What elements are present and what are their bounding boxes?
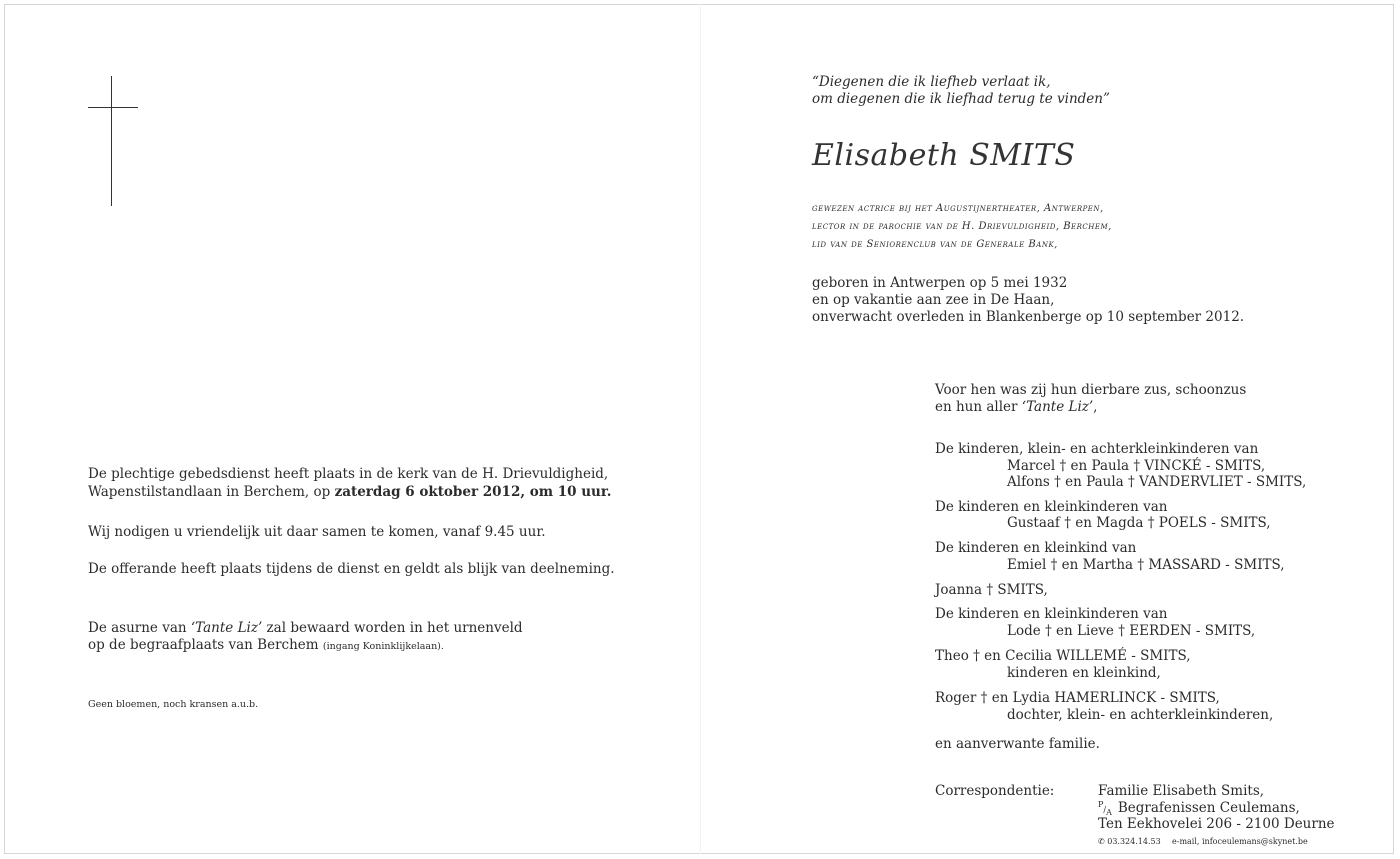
flowers-note: Geen bloemen, noch kransen a.u.b. bbox=[88, 699, 259, 710]
correspondence-line-1: Familie Elisabeth Smits, bbox=[1098, 783, 1265, 799]
intro-line-2: en hun aller ‘Tante Liz’, bbox=[935, 399, 1098, 415]
title-line-3: lid van de Seniorenclub van de Generale Bank, bbox=[812, 239, 1058, 250]
family-group-2-line-1: Gustaaf † en Magda † POELS - SMITS, bbox=[1007, 515, 1271, 531]
title-line-2: lector in de parochie van de H. Drievuldigheid, Berchem, bbox=[812, 221, 1112, 232]
email-address: e-mail, infoceulemans@skynet.be bbox=[1172, 837, 1308, 846]
service-line-1: De plechtige gebedsdienst heeft plaats in de kerk van de H. Drievuldigheid, bbox=[88, 466, 609, 482]
family-closing: en aanverwante familie. bbox=[935, 736, 1100, 752]
family-group-2-heading: De kinderen en kleinkinderen van bbox=[935, 499, 1168, 515]
family-group-4-heading: Joanna † SMITS, bbox=[935, 582, 1048, 598]
quote-line-1: “Diegenen die ik liefheb verlaat ik, bbox=[812, 74, 1051, 90]
life-line-1: geboren in Antwerpen op 5 mei 1932 bbox=[812, 275, 1068, 291]
family-group-3-line-1: Emiel † en Martha † MASSARD - SMITS, bbox=[1007, 557, 1285, 573]
intro-line-1: Voor hen was zij hun dierbare zus, schoonzus bbox=[935, 382, 1247, 398]
card-sheet bbox=[4, 4, 1394, 854]
family-group-5-line-1: Lode † en Lieve † EERDEN - SMITS, bbox=[1007, 623, 1256, 639]
correspondence-line-2: $^P/_A$ Begrafenissen Ceulemans, bbox=[1098, 800, 1300, 817]
family-group-1-line-1: Marcel † en Paula † VINCKÉ - SMITS, bbox=[1007, 458, 1266, 474]
life-line-3: onverwacht overleden in Blankenberge op 10 september 2012. bbox=[812, 309, 1245, 325]
service-offering: De offerande heeft plaats tijdens de dienst en geldt als blijk van deelneming. bbox=[88, 561, 615, 577]
service-line-2: Wapenstilstandlaan in Berchem, op zaterdag 6 oktober 2012, om 10 uur. bbox=[88, 484, 612, 500]
family-group-1-heading: De kinderen, klein- en achterkleinkinderen van bbox=[935, 441, 1259, 457]
phone-number: ✆ 03.324.14.53 bbox=[1098, 837, 1161, 846]
title-line-1: gewezen actrice bij het Augustijnertheater, Antwerpen, bbox=[812, 203, 1104, 214]
family-group-1-line-2: Alfons † en Paula † VANDERVLIET - SMITS, bbox=[1007, 474, 1307, 490]
life-line-2: en op vakantie aan zee in De Haan, bbox=[812, 292, 1055, 308]
quote-line-2: om diegenen die ik liefhad terug te vinden” bbox=[812, 91, 1110, 107]
family-group-7-heading: Roger † en Lydia HAMERLINCK - SMITS, bbox=[935, 690, 1220, 706]
correspondence-label: Correspondentie: bbox=[935, 783, 1055, 799]
urn-line-1: De asurne van ‘Tante Liz’ zal bewaard worden in het urnenveld bbox=[88, 620, 523, 636]
deceased-name: Elisabeth SMITS bbox=[812, 138, 1076, 173]
service-invite: Wij nodigen u vriendelijk uit daar samen te komen, vanaf 9.45 uur. bbox=[88, 524, 546, 540]
card-fold-line bbox=[700, 4, 701, 854]
correspondence-line-3: Ten Eekhovelei 206 - 2100 Deurne bbox=[1098, 816, 1335, 832]
family-group-3-heading: De kinderen en kleinkind van bbox=[935, 540, 1137, 556]
family-group-5-heading: De kinderen en kleinkinderen van bbox=[935, 606, 1168, 622]
family-group-7-line-1: dochter, klein- en achterkleinkinderen, bbox=[1007, 707, 1274, 723]
urn-line-2: op de begraafplaats van Berchem (ingang Koninklijkelaan). bbox=[88, 637, 444, 653]
family-group-6-heading: Theo † en Cecilia WILLEMÉ - SMITS, bbox=[935, 648, 1191, 664]
family-group-6-line-1: kinderen en kleinkind, bbox=[1007, 665, 1161, 681]
